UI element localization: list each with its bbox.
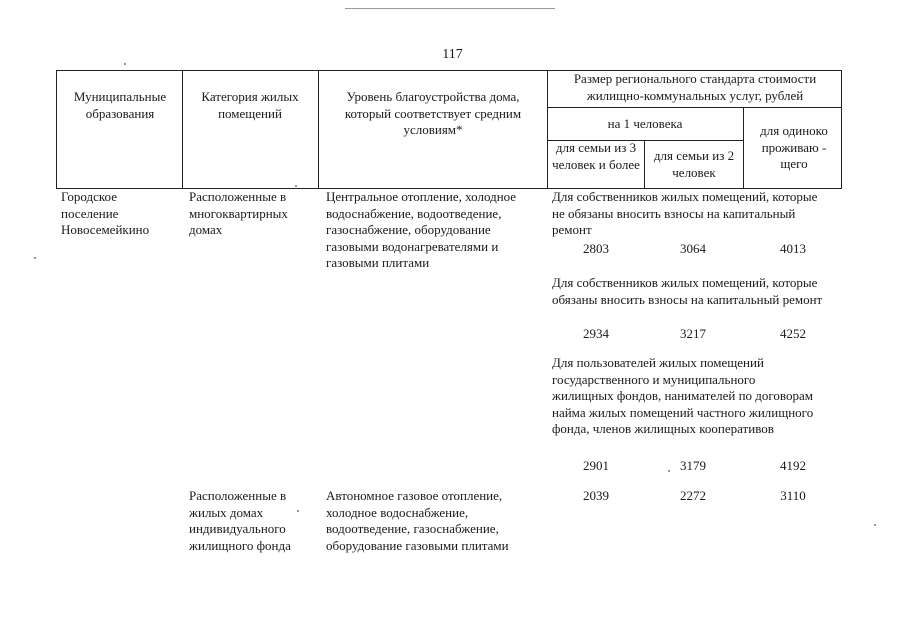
scan-artifact-line <box>345 8 555 9</box>
group-label-owners-no-capital-repair: Для собственников жилых помещений, которые не обязаны вносить взносы на капитальный ремонт <box>552 189 818 237</box>
value-single: 4252 <box>780 326 806 341</box>
value-family3: 2039 <box>583 488 609 503</box>
header-single: для одиноко проживаю - щего <box>760 123 828 171</box>
group-label-tenants: Для пользователей жилых помещений государственного и муниципального жилищных фондов, нанимателей по договорам найма жилых помещений частного жилищного фонда, членов жилищных кооперативов <box>552 355 814 436</box>
value-single: 4013 <box>780 241 806 256</box>
header-family3: для семьи из 3 человек и более <box>552 140 640 172</box>
value-family3: 2803 <box>583 241 609 256</box>
header-size: Размер регионального стандарта стоимости жилищно-коммунальных услуг, рублей <box>573 71 817 103</box>
scan-speck <box>34 257 36 259</box>
header-amenities: Уровень благоустройства дома, который соответствует средним условиям* <box>344 89 522 137</box>
scan-speck <box>295 185 297 187</box>
header-family2: для семьи из 2 человек <box>653 148 735 180</box>
category-individual-houses: Расположенные в жилых домах индивидуального жилищного фонда <box>189 488 291 553</box>
header-per-person: на 1 человека <box>607 116 683 131</box>
value-family3: 2934 <box>583 326 609 341</box>
value-family2: 3064 <box>680 241 706 256</box>
page-number: 117 <box>442 47 463 62</box>
value-single: 3110 <box>780 488 806 503</box>
value-family2: 2272 <box>680 488 706 503</box>
value-single: 4192 <box>780 458 806 473</box>
value-family2: 3217 <box>680 326 706 341</box>
header-municipality: Муниципальные образования <box>73 89 167 121</box>
amenities-individual-houses: Автономное газовое отопление, холодное водоснабжение, водоотведение, газоснабжение, оборудование газовыми плитами <box>326 488 509 553</box>
category-apartment-buildings: Расположенные в многоквартирных домах <box>189 189 288 237</box>
header-category: Категория жилых помещений <box>201 89 299 121</box>
value-family3: 2901 <box>583 458 609 473</box>
value-family2: 3179 <box>680 458 706 473</box>
group-label-owners-capital-repair: Для собственников жилых помещений, которые обязаны вносить взносы на капитальный ремонт <box>552 275 823 307</box>
scan-speck <box>874 524 876 526</box>
amenities-apartment-buildings: Центральное отопление, холодное водоснабжение, водоотведение, газоснабжение, оборудование газовыми водонагревателями и газовыми плитами <box>326 189 517 270</box>
municipality-name: Городское поселение Новосемейкино <box>61 189 150 237</box>
